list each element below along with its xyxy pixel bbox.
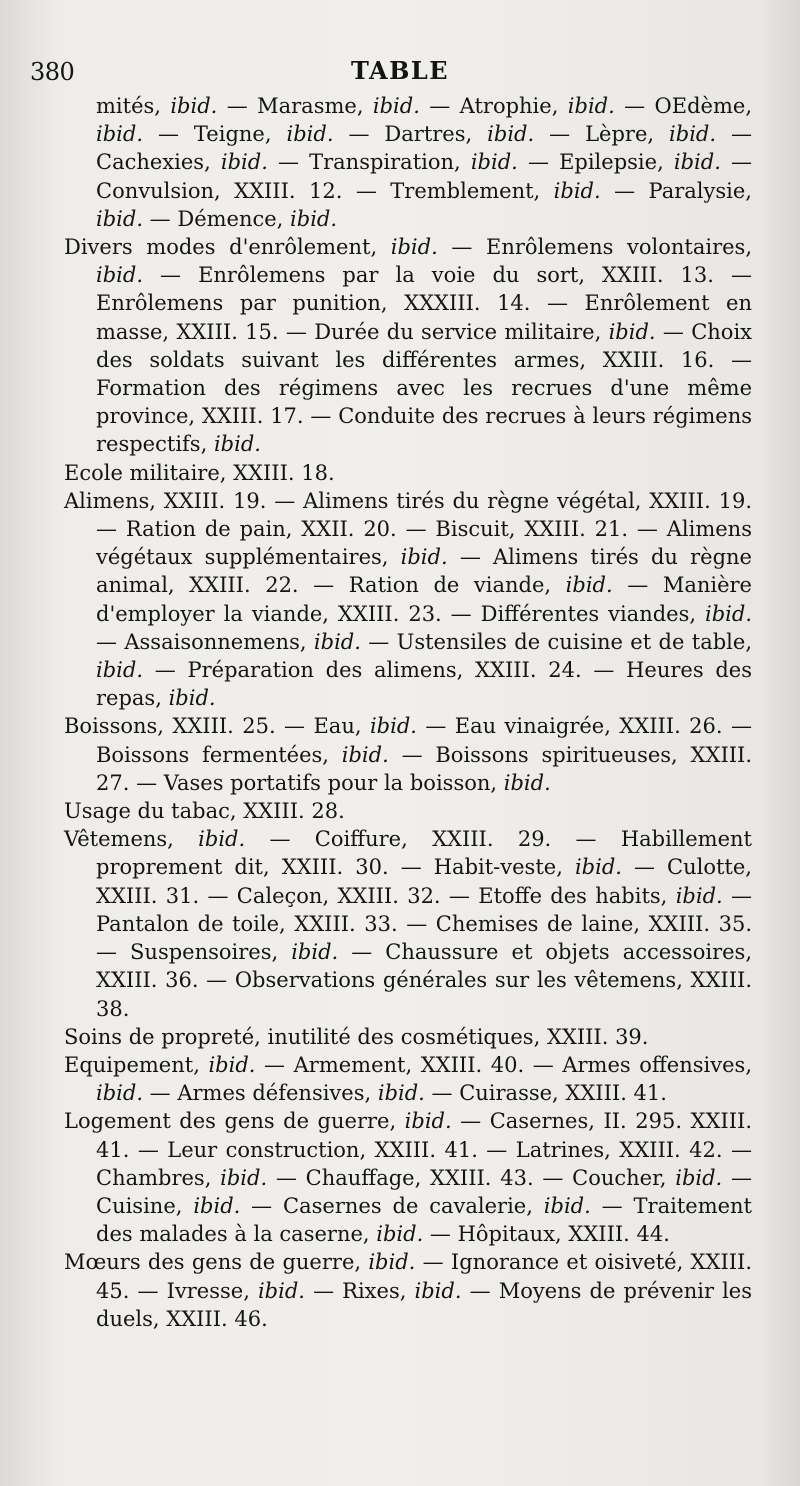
index-entry: Boissons, XXIII. 25. — Eau, ibid. — Eau vinaigrée, XXIII. 26. — Boissons fermentées, ibid. — Boissons spiritueuses, XXIII. 27. — Vases portatifs pour la boisson, ibid. bbox=[64, 714, 753, 795]
index-entry: Divers modes d'enrôlement, ibid. — Enrôlemens volontaires, ibid. — Enrôlemens par la voie du sort, XXIII. 13. — Enrôlemens par punition, XXXIII. 14. — Enrôlement en masse, XXIII. 15. — Durée du service militaire, ibid. — Choix des soldats suivant les différentes armes, XXIII. 16. — Formation des régimens avec les recrues d'une même province, XXIII. 17. — Conduite des recrues à leurs régimens respectifs, ibid. bbox=[64, 235, 752, 457]
index-entry: Usage du tabac, XXIII. 28. bbox=[64, 799, 345, 824]
running-head: TABLE bbox=[350, 56, 450, 85]
index-entry: Logement des gens de guerre, ibid. — Casernes, II. 295. XXIII. 41. — Leur construction, XXIII. 41. — Latrines, XXIII. 42. — Chambres, ibid. — Chauffage, XXIII. 43. — Coucher, ibid. — Cuisine, ibid. — Casernes de cavalerie, ibid. — Traitement des malades à la caserne, ibid. — Hôpitaux, XXIII. 44. bbox=[64, 1109, 752, 1247]
index-entry: Mœurs des gens de guerre, ibid. — Ignorance et oisiveté, XXIII. 45. — Ivresse, ibid. — Rixes, ibid. — Moyens de prévenir les duels, XXIII. 46. bbox=[64, 1250, 752, 1331]
index-entry: Soins de propreté, inutilité des cosmétiques, XXIII. 39. bbox=[64, 1024, 649, 1049]
page-number: 380 bbox=[30, 58, 75, 86]
index-entry: mités, ibid. — Marasme, ibid. — Atrophie, ibid. — OEdème, ibid. — Teigne, ibid. — Dartres, ibid. — Lèpre, ibid. — Cachexies, ibid. — Transpiration, ibid. — Epilepsie, ibid. — Convulsion, XXIII. 12. — Tremblement, ibid. — Paralysie, ibid. — Démence, ibid. bbox=[96, 94, 752, 231]
index-entry: Ecole militaire, XXIII. 18. bbox=[64, 460, 335, 485]
index-entry: Alimens, XXIII. 19. — Alimens tirés du règne végétal, XXIII. 19. — Ration de pain, XXII. 20. — Biscuit, XXIII. 21. — Alimens végétaux supplémentaires, ibid. — Alimens tirés du règne animal, XXIII. 22. — Ration de viande, ibid. — Manière d'employer la viande, XXIII. 23. — Différentes viandes, ibid. — Assaisonnemens, ibid. — Ustensiles de cuisine et de table, ibid. — Préparation des alimens, XXIII. 24. — Heures des repas, ibid. bbox=[64, 488, 752, 711]
index-entry: Vêtemens, ibid. — Coiffure, XXIII. 29. — Habillement proprement dit, XXIII. 30. — Habit-veste, ibid. — Culotte, XXIII. 31. — Caleçon, XXIII. 32. — Etoffe des habits, ibid. — Pantalon de toile, XXIII. 33. — Chemises de laine, XXIII. 35. — Suspensoires, ibid. — Chaussure et objets accessoires, XXIII. 36. — Observations générales sur les vêtemens, XXIII. 38. bbox=[64, 827, 752, 1021]
index-text bbox=[64, 92, 752, 1333]
index-entry: Equipement, ibid. — Armement, XXIII. 40. — Armes offensives, ibid. — Armes défensives, ibid. — Cuirasse, XXIII. 41. bbox=[64, 1052, 752, 1106]
